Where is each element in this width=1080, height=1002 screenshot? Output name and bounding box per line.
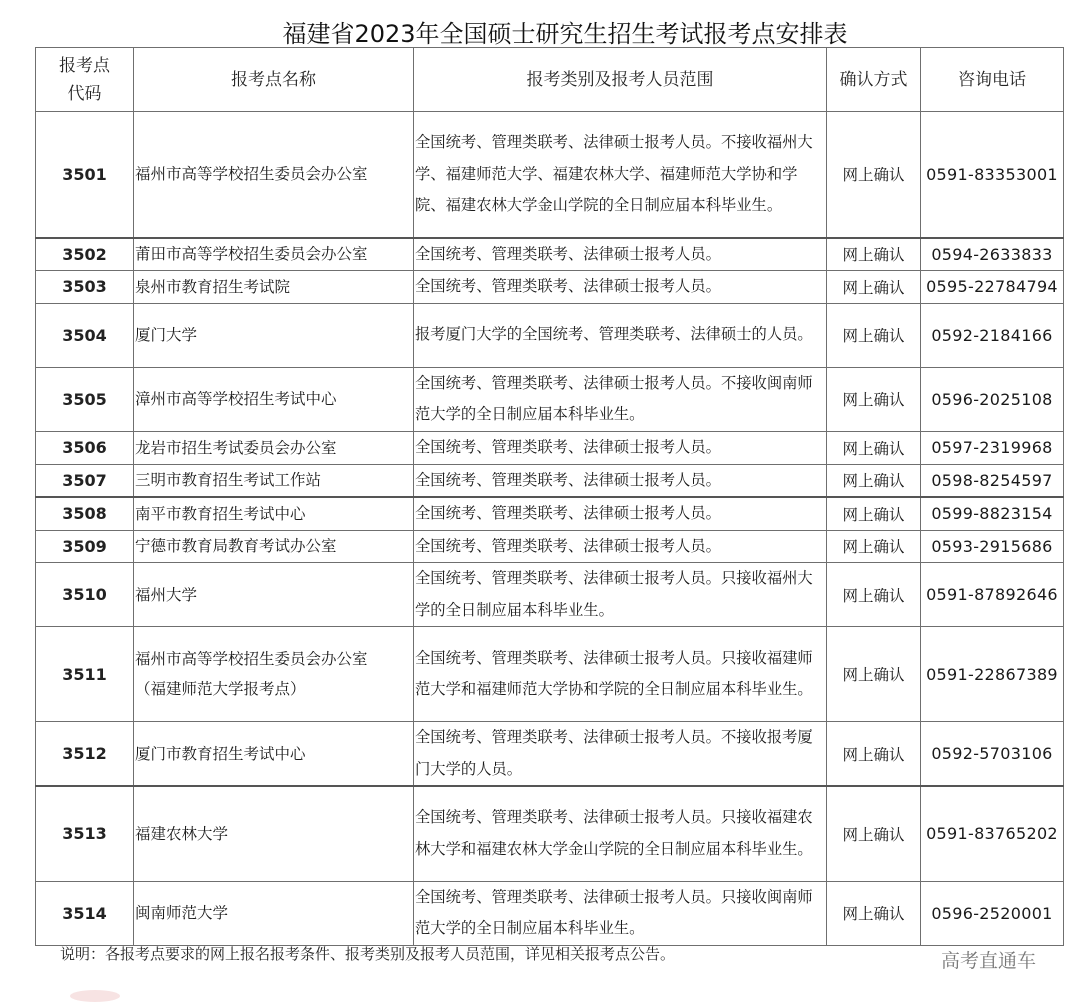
- site-scope: 全国统考、管理类联考、法律硕士报考人员。只接收闽南师范大学的全日制应届本科毕业生。: [414, 881, 827, 945]
- site-code: 3502: [36, 238, 134, 271]
- site-scope: 全国统考、管理类联考、法律硕士报考人员。: [414, 497, 827, 530]
- site-code: 3501: [36, 112, 134, 238]
- header-scope: 报考类别及报考人员范围: [414, 48, 827, 112]
- decorative-blur: [70, 990, 120, 1002]
- contact-phone: 0595-22784794: [921, 271, 1064, 304]
- site-name: [134, 112, 414, 238]
- contact-phone: 0593-2915686: [921, 530, 1064, 563]
- site-scope: 全国统考、管理类联考、法律硕士报考人员。只接收福州大学的全日制应届本科毕业生。: [414, 563, 827, 627]
- site-scope: 全国统考、管理类联考、法律硕士报考人员。: [414, 271, 827, 304]
- site-code: 3514: [36, 881, 134, 945]
- site-name-text: 福州市高等学校招生委员会办公室: [135, 165, 368, 184]
- contact-phone: 0591-83353001: [921, 112, 1064, 238]
- table-row: [36, 112, 1064, 238]
- site-name: 漳州市高等学校招生考试中心: [134, 367, 414, 431]
- table-row: [36, 786, 1064, 881]
- confirm-method: 网上确认: [827, 238, 921, 271]
- table-row: [36, 627, 1064, 722]
- header-code-line1: 报考点: [59, 55, 110, 76]
- confirm-method: 网上确认: [827, 722, 921, 787]
- site-code: 3512: [36, 722, 134, 787]
- header-name: 报考点名称: [134, 48, 414, 112]
- contact-phone: 0591-83765202: [921, 786, 1064, 881]
- site-name: 三明市教育招生考试工作站: [134, 464, 414, 497]
- site-name: 闽南师范大学: [134, 881, 414, 945]
- table-header-row: [36, 48, 1064, 112]
- confirm-method: 网上确认: [827, 271, 921, 304]
- table-row: [36, 497, 1064, 530]
- site-name: 龙岩市招生考试委员会办公室: [134, 431, 414, 464]
- confirm-method: 网上确认: [827, 431, 921, 464]
- site-scope: 全国统考、管理类联考、法律硕士报考人员。: [414, 431, 827, 464]
- header-phone: 咨询电话: [921, 48, 1064, 112]
- site-scope: 全国统考、管理类联考、法律硕士报考人员。只接收福建师范大学和福建师范大学协和学院的全日制应届本科毕业生。: [414, 627, 827, 722]
- site-scope: 全国统考、管理类联考、法律硕士报考人员。: [414, 464, 827, 497]
- header-confirm: 确认方式: [827, 48, 921, 112]
- table-row: [36, 464, 1064, 497]
- site-name: 厦门大学: [134, 303, 414, 367]
- contact-phone: 0597-2319968: [921, 431, 1064, 464]
- table-row: [36, 238, 1064, 271]
- contact-phone: 0596-2520001: [921, 881, 1064, 945]
- contact-phone: 0592-2184166: [921, 303, 1064, 367]
- contact-phone: 0594-2633833: [921, 238, 1064, 271]
- confirm-method: 网上确认: [827, 786, 921, 881]
- site-scope: 报考厦门大学的全国统考、管理类联考、法律硕士的人员。: [414, 303, 827, 367]
- contact-phone: 0599-8823154: [921, 497, 1064, 530]
- contact-phone: 0598-8254597: [921, 464, 1064, 497]
- site-name: 福州大学: [134, 563, 414, 627]
- site-code: 3504: [36, 303, 134, 367]
- header-code-line2: 代码: [67, 83, 102, 104]
- site-code: 3506: [36, 431, 134, 464]
- site-name-line1: 福州市高等学校招生委员会办公室: [135, 650, 368, 668]
- exam-site-table: [35, 47, 1064, 946]
- confirm-method: 网上确认: [827, 627, 921, 722]
- site-code: 3509: [36, 530, 134, 563]
- table-row: [36, 431, 1064, 464]
- site-name: 宁德市教育局教育考试办公室: [134, 530, 414, 563]
- confirm-method: 网上确认: [827, 464, 921, 497]
- site-name: 南平市教育招生考试中心: [134, 497, 414, 530]
- table-row: [36, 881, 1064, 945]
- site-scope: 全国统考、管理类联考、法律硕士报考人员。只接收福建农林大学和福建农林大学金山学院的全日制应届本科毕业生。: [414, 786, 827, 881]
- confirm-method: 网上确认: [827, 367, 921, 431]
- confirm-method: 网上确认: [827, 563, 921, 627]
- site-code: 3505: [36, 367, 134, 431]
- table-row: [36, 722, 1064, 787]
- source-watermark: 高考直通车: [941, 950, 1037, 972]
- table-row: [36, 563, 1064, 627]
- site-name: 厦门市教育招生考试中心: [134, 722, 414, 787]
- site-scope: 全国统考、管理类联考、法律硕士报考人员。不接收福州大学、福建师范大学、福建农林大学、福建师范大学协和学院、福建农林大学金山学院的全日制应届本科毕业生。: [414, 112, 827, 238]
- site-scope: 全国统考、管理类联考、法律硕士报考人员。: [414, 530, 827, 563]
- site-name: 莆田市高等学校招生委员会办公室: [134, 238, 414, 271]
- table-row: [36, 530, 1064, 563]
- table-row: [36, 367, 1064, 431]
- site-code: 3507: [36, 464, 134, 497]
- footnote: 说明：各报考点要求的网上报名报考条件、报考类别及报考人员范围，详见相关报考点公告。: [60, 945, 676, 963]
- contact-phone: 0591-87892646: [921, 563, 1064, 627]
- header-code: [36, 48, 134, 112]
- site-code: 3503: [36, 271, 134, 304]
- confirm-method: 网上确认: [827, 497, 921, 530]
- table-row: [36, 271, 1064, 304]
- site-name-line2: （福建师范大学报考点）: [135, 680, 306, 698]
- site-name: 福建农林大学: [134, 786, 414, 881]
- site-name: [134, 627, 414, 722]
- site-name: 泉州市教育招生考试院: [134, 271, 414, 304]
- contact-phone: 0596-2025108: [921, 367, 1064, 431]
- confirm-method: 网上确认: [827, 530, 921, 563]
- site-scope: 全国统考、管理类联考、法律硕士报考人员。不接收报考厦门大学的人员。: [414, 722, 827, 787]
- site-code: 3510: [36, 563, 134, 627]
- contact-phone: 0592-5703106: [921, 722, 1064, 787]
- table-row: [36, 303, 1064, 367]
- site-scope: 全国统考、管理类联考、法律硕士报考人员。不接收闽南师范大学的全日制应届本科毕业生。: [414, 367, 827, 431]
- page-title: 福建省2023年全国硕士研究生招生考试报考点安排表: [282, 20, 848, 48]
- site-scope: 全国统考、管理类联考、法律硕士报考人员。: [414, 238, 827, 271]
- site-code: 3508: [36, 497, 134, 530]
- site-code: 3513: [36, 786, 134, 881]
- confirm-method: 网上确认: [827, 881, 921, 945]
- confirm-method: 网上确认: [827, 112, 921, 238]
- confirm-method: 网上确认: [827, 303, 921, 367]
- contact-phone: 0591-22867389: [921, 627, 1064, 722]
- site-code: 3511: [36, 627, 134, 722]
